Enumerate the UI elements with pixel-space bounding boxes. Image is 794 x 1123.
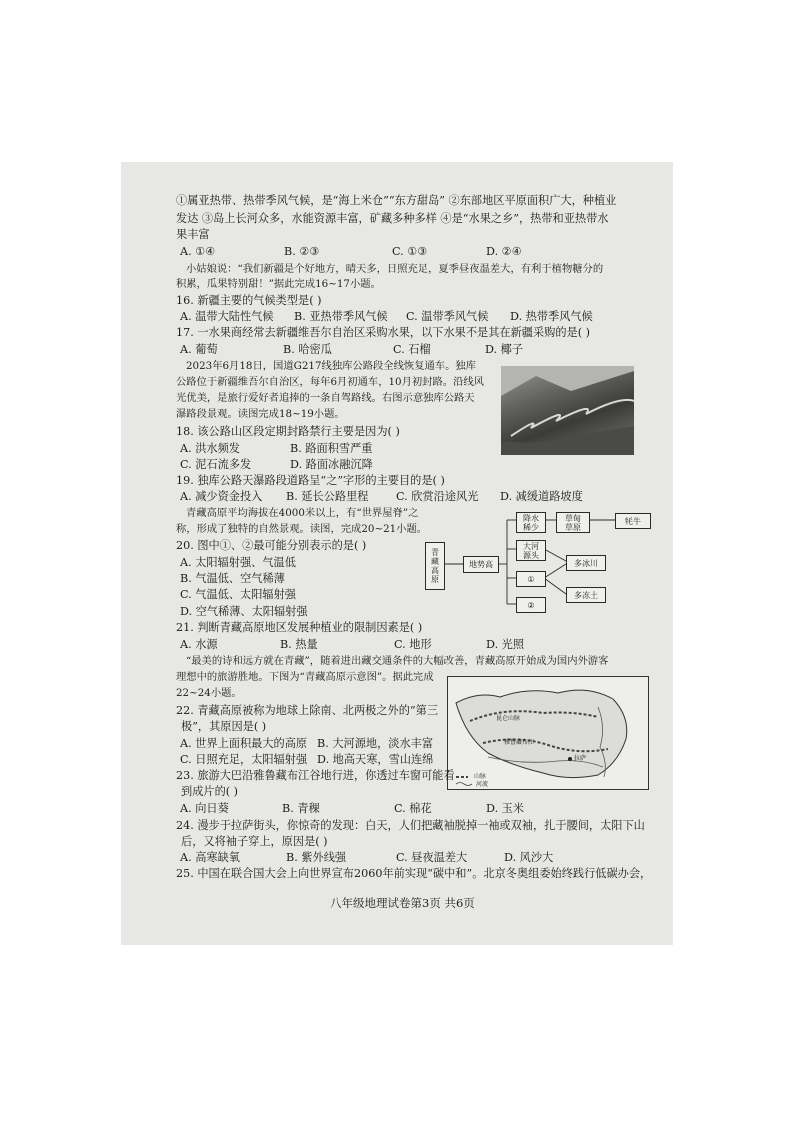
text-line: 果丰富 — [176, 228, 210, 241]
option: A. 太阳辐射强、气温低 — [180, 556, 296, 569]
flow-node-rain — [516, 512, 546, 533]
q23-stem: 23. 旅游大巴沿雅鲁藏布江谷地行进，你透过车窗可能看 — [176, 769, 455, 782]
q16-options — [180, 309, 593, 324]
q25-stem: 25. 中国在联合国大会上向世界宣布2060年前实现“碳中和”。北京冬奥组委始终践行低碳办会， — [176, 867, 652, 880]
q17-stem: 17. 一水果商经常去新疆维吾尔自治区采购水果，以下水果不是其在新疆采购的是( ) — [176, 326, 591, 339]
intro-text: 公路位于新疆维吾尔自治区，每年6月初通车，10月初封路。沿线风 — [176, 376, 484, 388]
q19-stem: 19. 独库公路天瀑路段道路呈“之”字形的主要目的是( ) — [176, 474, 445, 487]
q18-options-row2 — [180, 457, 373, 472]
option: B. 青稞 — [282, 802, 320, 815]
option: C. 地形 — [394, 638, 432, 651]
intro-text: 积累，瓜果特别甜！”据此完成16~17小题。 — [176, 278, 381, 290]
flow-node-plateau — [425, 542, 445, 590]
option: B. ②③ — [284, 245, 320, 258]
option: D. 玉米 — [486, 802, 525, 815]
option: C. 棉花 — [394, 802, 432, 815]
option: B. 气温低、空气稀薄 — [180, 572, 285, 585]
option: A. 世界上面积最大的高原 — [180, 737, 308, 750]
option: D. 路面冰融沉降 — [290, 458, 373, 471]
option: C. 昼夜温差大 — [396, 851, 468, 864]
map-label-kunlun: 昆仑山脉 — [496, 715, 521, 722]
flow-label: 青藏高原 — [431, 548, 439, 584]
q23-stem-cont: 到成片的( ) — [181, 785, 239, 798]
option: C. 日照充足，太阳辐射强 — [180, 753, 308, 766]
map-label-lhasa: 拉萨 — [574, 755, 587, 762]
intro-text: 2023年6月18日，国道G217线独库公路段全线恢复通车。独库 — [186, 360, 476, 372]
option: C. 欣赏沿途风光 — [396, 490, 479, 503]
option: B. 路面积雪严重 — [290, 442, 373, 455]
map-legend-river: 河流 — [476, 781, 489, 788]
option: C. 气温低、太阳辐射强 — [180, 588, 296, 601]
q22-options-row1 — [180, 736, 433, 751]
option: B. 热量 — [280, 638, 318, 651]
option: A. 洪水频发 — [180, 442, 240, 455]
q24-stem-cont: 后，又将袖子穿上，原因是( ) — [181, 835, 328, 848]
text-line: 发达 ③岛上长河众多，水能资源丰富，矿藏多种多样 ④是“水果之乡”，热带和亚热带水 — [176, 212, 609, 225]
option: A. 葡萄 — [180, 343, 218, 356]
option: D. 地高天寒，雪山连绵 — [317, 753, 434, 766]
q19-options — [180, 489, 583, 504]
flow-node-blank-2: ② — [516, 597, 546, 613]
q20-stem: 20. 图中①、②最可能分别表示的是( ) — [176, 539, 367, 552]
option: B. 大河源地，淡水丰富 — [317, 737, 434, 750]
option: D. 椰子 — [485, 343, 524, 356]
option: C. 温带季风气候 — [406, 310, 489, 323]
q21-stem: 21. 判断青藏高原地区发展种植业的限制因素是( ) — [176, 621, 423, 634]
q16-stem: 16. 新疆主要的气候类型是( ) — [176, 294, 322, 307]
option: B. 哈密瓜 — [283, 343, 332, 356]
option: A. 高寒缺氧 — [180, 851, 240, 864]
option: B. 紫外线强 — [286, 851, 347, 864]
road-landscape-photo — [501, 366, 634, 455]
option: C. 泥石流多发 — [180, 458, 252, 471]
q23-options — [180, 801, 524, 816]
map-label-yarlung: 雅鲁藏布江 — [504, 739, 535, 746]
flow-node-permafrost: 多冻土 — [566, 587, 606, 603]
option: A. ①④ — [180, 245, 216, 258]
flow-node-yak: 牦牛 — [615, 513, 651, 529]
option: C. ①③ — [392, 245, 428, 258]
flow-label: 降水稀少 — [523, 513, 539, 532]
flow-node-meadow — [556, 512, 590, 533]
option: D. 热带季风气候 — [510, 310, 593, 323]
option: A. 水源 — [180, 638, 218, 651]
photo-drawing — [501, 366, 634, 455]
option: B. 延长公路里程 — [286, 490, 369, 503]
q21-options — [180, 637, 524, 652]
option: C. 石榴 — [393, 343, 431, 356]
intro-text: “最美的诗和远方就在青藏”，随着进出藏交通条件的大幅改善，青藏高原开始成为国内外游客 — [186, 655, 609, 667]
option: A. 温带大陆性气候 — [180, 310, 274, 323]
q24-stem: 24. 漫步于拉萨街头，你惊奇的发现：白天，人们把藏袖脱掉一袖或双袖，扎于腰间，太阳下山 — [176, 819, 645, 832]
option: D. 风沙大 — [504, 851, 554, 864]
qinghai-tibet-map — [447, 676, 649, 790]
flow-label: 大河源头 — [523, 541, 539, 560]
option: A. 减少资金投入 — [180, 490, 263, 503]
intro-text: 小姑娘说：“我们新疆是个好地方，晴天多，日照充足，夏季昼夜温差大，有利于植物糖分的 — [186, 263, 604, 275]
option: B. 亚热带季风气候 — [294, 310, 388, 323]
q18-options-row1 — [180, 441, 372, 456]
intro-text: 瀑路段景观。读图完成18~19小题。 — [176, 408, 345, 420]
option: D. 光照 — [486, 638, 525, 651]
q18-stem: 18. 该公路山区段定期封路禁行主要是因为( ) — [176, 425, 400, 438]
q22-stem-cont: 极”，其原因是( ) — [181, 720, 267, 733]
intro-text: 称，形成了独特的自然景观。读图，完成20~21小题。 — [176, 523, 428, 535]
intro-text: 22~24小题。 — [176, 687, 242, 699]
q15-options — [180, 244, 522, 259]
intro-text: 光优美，是旅行爱好者追捧的一条自驾路线。右图示意独库公路天 — [176, 392, 475, 404]
intro-text: 理想中的旅游胜地。下图为“青藏高原示意图”。据此完成 — [176, 671, 434, 683]
q22-stem: 22. 青藏高原被称为地球上除南、北两极之外的“第三 — [176, 704, 439, 717]
intro-text: 青藏高原平均海拔在4000米以上，有“世界屋脊”之 — [186, 507, 419, 519]
plateau-flowchart — [421, 512, 657, 620]
flow-node-altitude: 地势高 — [463, 556, 499, 573]
map-legend-mountain: 山脉 — [474, 773, 487, 780]
q24-options — [180, 850, 553, 865]
option: D. ②④ — [486, 245, 522, 258]
flow-node-glacier: 多冰川 — [566, 555, 606, 571]
flow-node-blank-1: ① — [516, 571, 546, 587]
option: D. 减缓道路坡度 — [500, 490, 583, 503]
option: D. 空气稀薄、太阳辐射强 — [180, 605, 308, 618]
text-line: ①属亚热带、热带季风气候，是“海上米仓”“东方甜岛” ②东部地区平原面积广大，种植业 — [176, 194, 617, 207]
page-footer: 八年级地理试卷第3页 共6页 — [330, 896, 475, 910]
flow-label: 草甸草原 — [565, 513, 581, 532]
q22-options-row2 — [180, 752, 433, 767]
q17-options — [180, 342, 523, 357]
option: A. 向日葵 — [180, 802, 229, 815]
flow-node-river-source — [516, 540, 546, 561]
